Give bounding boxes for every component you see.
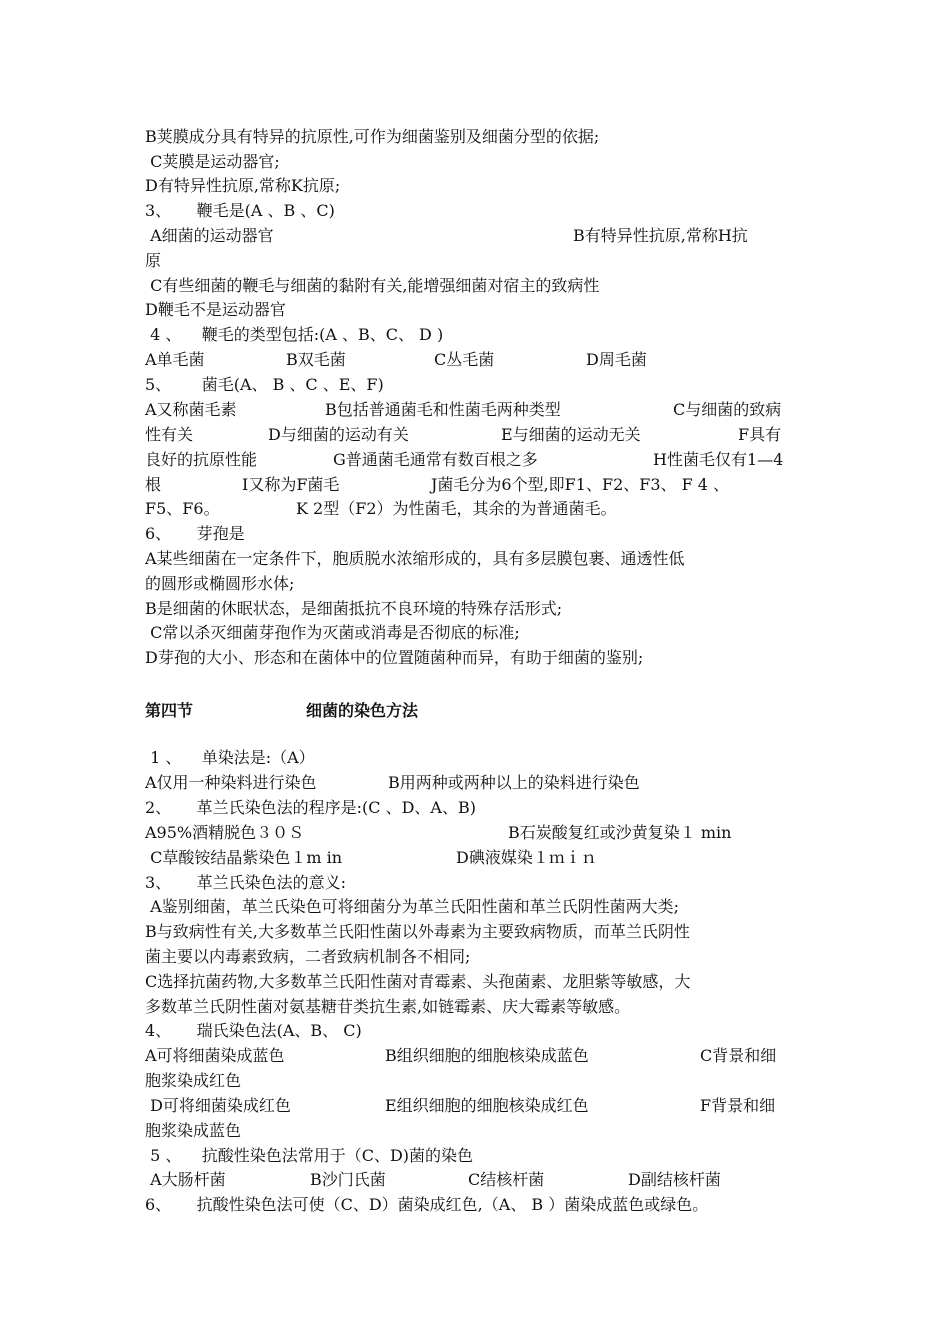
pili-option-d: D与细菌的运动有关 <box>268 425 409 444</box>
pili-question: 5、 菌毛(A、 B 、C 、E、F) <box>145 375 384 394</box>
acid-fast-option-b: B沙门氏菌 <box>310 1170 386 1189</box>
flagella-option-b-cont: 原 <box>145 251 162 270</box>
pili-option-e: E与细菌的运动无关 <box>501 425 641 444</box>
spore-option-c: C常以杀灭细菌芽孢作为灭菌或消毒是否彻底的标准; <box>145 623 520 642</box>
pili-option-f: F具有 <box>738 425 782 444</box>
acid-fast-question: 5 、 抗酸性染色法常用于（C、D)菌的染色 <box>145 1146 474 1165</box>
gram-step-d: D碘液媒染１ｍｉｎ <box>456 848 597 867</box>
pili-option-h: H性菌毛仅有1—4 <box>653 450 784 469</box>
flagella-type-b: B双毛菌 <box>286 350 346 369</box>
pili-option-c-cont: 性有关 <box>145 425 194 444</box>
gram-significance-b-cont: 菌主要以内毒素致病，二者致病机制各不相同; <box>145 947 471 966</box>
gram-procedure-question: 2、 革兰氏染色法的程序是:(C 、D、A、B) <box>145 798 476 817</box>
gram-significance-b: B与致病性有关,大多数革兰氏阳性菌以外毒素为主要致病物质，而革兰氏阴性 <box>145 922 690 941</box>
acid-fast-option-a: A大肠杆菌 <box>145 1170 226 1189</box>
wright-option-e: E组织细胞的细胞核染成红色 <box>385 1096 589 1115</box>
flagella-option-d: D鞭毛不是运动器官 <box>145 300 286 319</box>
simple-stain-option-a: A仅用一种染料进行染色 <box>145 773 317 792</box>
pili-option-c: C与细菌的致病 <box>673 400 782 419</box>
acid-fast-options-row <box>145 1168 805 1312</box>
wright-option-c: C背景和细 <box>700 1046 777 1065</box>
pili-option-i: I又称为F菌毛 <box>242 475 340 494</box>
gram-significance-question: 3、 革兰氏染色法的意义: <box>145 873 347 892</box>
gram-significance-c-cont: 多数革兰氏阴性菌对氨基糖苷类抗生素,如链霉素、庆大霉素等敏感。 <box>145 997 631 1016</box>
section-number: 第四节 <box>145 701 194 720</box>
flagella-question: 3、 鞭毛是(A 、B 、C) <box>145 201 335 220</box>
wright-option-d: D可将细菌染成红色 <box>145 1096 291 1115</box>
gram-step-c: C草酸铵结晶紫染色１m in <box>145 848 343 867</box>
wright-option-f: F背景和细 <box>700 1096 776 1115</box>
pili-option-j: J菌毛分为6个型,即F1、F2、F3、 F 4 、 <box>431 475 730 494</box>
spore-option-d: D芽孢的大小、形态和在菌体中的位置随菌种而异，有助于细菌的鉴别; <box>145 648 644 667</box>
spore-option-a-cont: 的圆形或椭圆形水体; <box>145 574 295 593</box>
flagella-option-c: C有些细菌的鞭毛与细菌的黏附有关,能增强细菌对宿主的致病性 <box>145 276 600 295</box>
gram-step-b: B石炭酸复红或沙黄复染１ min <box>508 823 732 842</box>
capsule-option-b: B荚膜成分具有特异的抗原性,可作为细菌鉴别及细菌分型的依据; <box>145 127 600 146</box>
simple-stain-question: 1 、 单染法是:（A） <box>145 748 315 767</box>
wright-option-f-cont: 胞浆染成蓝色 <box>145 1121 242 1140</box>
wright-option-a: A可将细菌染成蓝色 <box>145 1046 285 1065</box>
flagella-type-d: D周毛菌 <box>586 350 647 369</box>
flagella-types-question: 4 、 鞭毛的类型包括:(A 、B、C、 D ) <box>145 325 444 344</box>
gram-significance-c: C选择抗菌药物,大多数革兰氏阳性菌对青霉素、头孢菌素、龙胆紫等敏感，大 <box>145 972 691 991</box>
spore-option-a: A某些细菌在一定条件下，胞质脱水浓缩形成的，具有多层膜包裹、通透性低 <box>145 549 685 568</box>
pili-option-a: A又称菌毛素 <box>145 400 237 419</box>
pili-option-j-cont: F5、F6。 <box>145 499 220 518</box>
section-title: 细菌的染色方法 <box>306 701 419 720</box>
capsule-option-d: D有特异性抗原,常称K抗原; <box>145 176 341 195</box>
capsule-option-c: C荚膜是运动器官; <box>145 152 280 171</box>
gram-step-a: A95%酒精脱色３０Ｓ <box>145 823 305 842</box>
simple-stain-option-b: B用两种或两种以上的染料进行染色 <box>388 773 640 792</box>
pili-option-g: G普通菌毛通常有数百根之多 <box>333 450 538 469</box>
acid-fast-result-question: 6、 抗酸性染色法可使（C、D）菌染成红色,（A、 B ）菌染成蓝色或绿色。 <box>145 1195 709 1214</box>
wright-option-b: B组织细胞的细胞核染成蓝色 <box>385 1046 589 1065</box>
flagella-type-c: C丛毛菌 <box>434 350 495 369</box>
pili-option-h-cont: 根 <box>145 475 162 494</box>
spore-option-b: B是细菌的休眠状态，是细菌抵抗不良环境的特殊存活形式; <box>145 599 563 618</box>
flagella-option-b: B有特异性抗原,常称H抗 <box>573 226 748 245</box>
pili-option-b: B包括普通菌毛和性菌毛两种类型 <box>325 400 561 419</box>
wright-stain-question: 4、 瑞氏染色法(A、B、 C) <box>145 1021 362 1040</box>
acid-fast-option-d: D副结核杆菌 <box>628 1170 721 1189</box>
flagella-option-a: A细菌的运动器官 <box>145 226 274 245</box>
pili-option-k: K 2型（F2）为性菌毛，其余的为普通菌毛。 <box>296 499 617 518</box>
pili-option-f-cont: 良好的抗原性能 <box>145 450 258 469</box>
acid-fast-option-c: C结核杆菌 <box>468 1170 545 1189</box>
wright-option-c-cont: 胞浆染成红色 <box>145 1071 242 1090</box>
flagella-type-a: A单毛菌 <box>145 350 205 369</box>
spore-question: 6、 芽孢是 <box>145 524 245 543</box>
gram-significance-a: A鉴别细菌，革兰氏染色可将细菌分为革兰氏阳性菌和革兰氏阴性菌两大类; <box>145 897 680 916</box>
